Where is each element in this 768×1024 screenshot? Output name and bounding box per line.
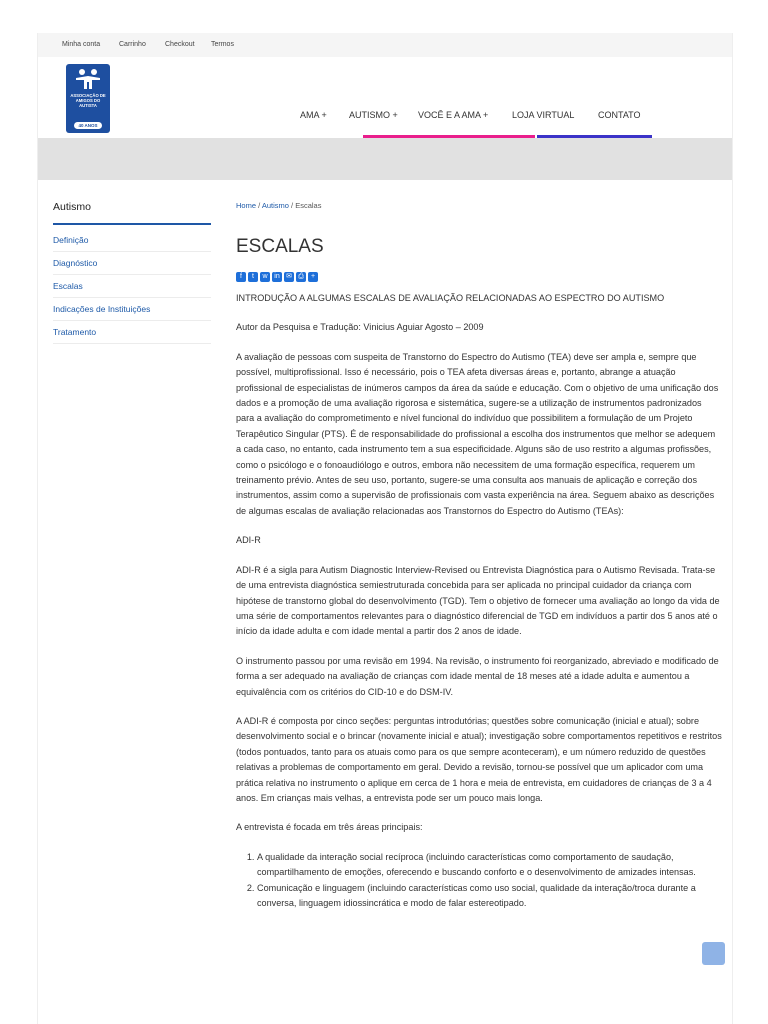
topbar-link-account[interactable]: Minha conta [62, 41, 101, 48]
print-icon[interactable]: ⎙ [296, 272, 306, 282]
topbar-link-cart[interactable]: Carrinho [119, 41, 146, 48]
breadcrumb [236, 201, 722, 210]
article-paragraph: ADI-R é a sigla para Autism Diagnostic Interview-Revised ou Entrevista Diagnóstica para o Autismo Revisada. Trata-se de uma entrevista diagnóstica semiestruturada concebida para ser aplicada no principal cuidador da criança com hipótese de transtorno global do desenvolvimento (TGD). Tem o objetivo de fornecer uma avaliação ao longo da vida de uma série de comportamentos relevantes para o diagnóstico diferencial de TGD em indivíduos a partir dos 5 anos até o início da idade adulta e com idade mental a partir dos 2 anos de idade. [236, 564, 720, 637]
sidebar [53, 201, 211, 344]
article-paragraph: O instrumento passou por uma revisão em 1994. Na revisão, o instrumento foi reorganizado, abreviado e modificado de forma a ser adequado na avaliação de crianças com idade mental de 18 meses até a idade adulta e aumentou a equivalência com os critérios do CID-10 e do DSM-IV. [236, 655, 719, 697]
article-body [236, 291, 722, 911]
page-title: ESCALAS [236, 236, 324, 257]
article-subtitle: INTRODUÇÃO A ALGUMAS ESCALAS DE AVALIAÇÃO RELACIONADAS AO ESPECTRO DO AUTISMO [236, 293, 665, 303]
sidebar-title: Autismo [53, 201, 211, 225]
focus-areas-list [236, 850, 722, 912]
nav-contato[interactable]: CONTATO [598, 110, 641, 120]
article-author: Autor da Pesquisa e Tradução: Vinicius Aguiar Agosto – 2009 [236, 322, 484, 333]
article-paragraph: A avaliação de pessoas com suspeita de Transtorno do Espectro do Autismo (TEA) deve ser ampla e, sempre que possível, multiprofissional. Isso é necessário, pois o TEA afeta diversas áreas e, portanto, abrange a atuação profissional de especialistas de inúmeros campos da área da saúde e educação. Com o objetivo de uma unificação dos dados e a promoção de uma avaliação rigorosa e sistemática, sugere-se a utilização de instrumentos padronizados para a avaliação do comprometimento e nível funcional do indivíduo que possibilitem a formulação de um Projeto Terapêutico Singular (PTS). É de responsabilidade do profissional a escolha dos instrumentos que melhor se adequem a cada caso, no entanto, cada instrumento tem a sua especificidade. Alguns são de uso restrito a algumas profissões, como o psicólogo e o fonoaudiólogo e outros, embora não necessitem de uma formação específica, requerem um treinamento prévio. Antes de seu uso, portanto, sugere-se uma consulta aos manuais de aplicação e correção dos instrumentos, assim como a supervisão de profissionais com vasta experiência na área. Seguem abaixo as descrições de algumas escalas de avaliação relacionadas aos Transtornos do Espectro do Autismo (TEAs): [236, 351, 719, 516]
breadcrumb-current: Escalas [295, 201, 322, 210]
nav-ama[interactable]: AMA + [300, 110, 327, 120]
nav-autismo[interactable]: AUTISMO + [349, 110, 398, 120]
whatsapp-icon[interactable]: w [260, 272, 270, 282]
facebook-icon[interactable]: f [236, 272, 246, 282]
topbar-link-checkout[interactable]: Checkout [165, 41, 195, 48]
share-bar [236, 272, 722, 282]
breadcrumb-autismo[interactable]: Autismo [261, 201, 289, 210]
breadcrumb-home[interactable]: Home [236, 201, 257, 210]
article-paragraph: A ADI-R é composta por cinco seções: perguntas introdutórias; questões sobre comunicação (inicial e atual); sobre desenvolvimento social e o brincar (novamente inicial e atual); investigação sobre comportamentos repetitivos e restritos (todos pontuados, tanto para os atuais como para os que sempre aconteceram), e um número reduzido de questões relativas a problemas de comportamento em geral. Devido a revisão, tornou-se possível que um aplicador com uma prática relativa no instrumento o aplique em cerca de 1 hora e meia de entrevista, em cuidadores de crianças de 3 a 4 anos. Em crianças mais velhas, a entrevista pode ser um pouco mais longa. [236, 715, 722, 803]
sidebar-item-escalas[interactable]: Escalas [53, 275, 211, 298]
list-item: 1. A qualidade da interação social recíproca (incluindo características como comportamento de saudação, compartilhamento de emoções, oferecendo e buscando conforto e o desenvolvimento de amizades intensas. [257, 850, 722, 881]
list-item: 2. Comunicação e linguagem (incluindo características como uso social, qualidade da interação/troca durante a conversa, linguagem idiossincrática e modo de falar estereotipado. [257, 881, 722, 912]
breadcrumb-separator: / [256, 201, 262, 210]
linkedin-icon[interactable]: in [272, 272, 282, 282]
sidebar-item-indicacoes[interactable]: Indicações de Instituições [53, 298, 211, 321]
sidebar-item-tratamento[interactable]: Tratamento [53, 321, 211, 344]
main-content [236, 201, 722, 911]
sidebar-item-diagnostico[interactable]: Diagnóstico [53, 252, 211, 275]
sidebar-item-definicao[interactable]: Definição [53, 229, 211, 252]
top-utility-bar [38, 33, 732, 57]
scroll-to-top-button[interactable] [702, 942, 725, 965]
article-paragraph: A entrevista é focada em três áreas principais: [236, 822, 423, 833]
topbar-link-terms[interactable]: Termos [211, 41, 234, 48]
twitter-icon[interactable]: t [248, 272, 258, 282]
breadcrumb-separator: / [288, 201, 296, 210]
add-icon[interactable]: + [308, 272, 318, 282]
logo-figures-icon [74, 68, 102, 90]
page-frame [37, 33, 733, 1024]
logo-text: ASSOCIAÇÃO DE AMIGOS DO AUTISTA [70, 93, 106, 108]
nav-loja-virtual[interactable]: LOJA VIRTUAL [512, 110, 575, 120]
email-icon[interactable]: ✉ [284, 272, 294, 282]
section-heading-adir: ADI-R [236, 535, 261, 546]
ama-logo[interactable] [66, 64, 110, 133]
logo-badge: 40 ANOS [74, 122, 102, 129]
nav-voce-e-a-ama[interactable]: VOCÊ E A AMA + [418, 110, 489, 120]
header-banner-strip [38, 138, 732, 180]
site-header [38, 57, 732, 138]
